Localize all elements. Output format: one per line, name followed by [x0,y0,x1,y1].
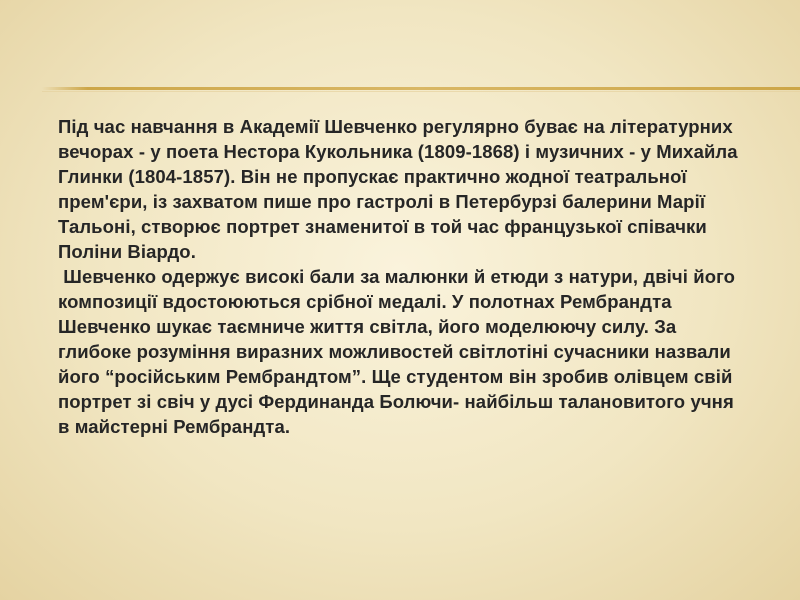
title-divider-shadow [42,91,800,92]
paragraph-2: Шевченко одержує високі бали за малюнки й етюди з натури, двічі його композиції вдостоюються срібної медалі. У полотнах Рембрандта Шевченко шукає таємниче життя світла, його моделюючу силу. За глибоке розуміння виразних можливостей світлотіні сучасники назвали його “російським Рембрандтом”. Ще студентом він зробив олівцем свій портрет зі свіч у дусі Фердинанда Болючи- найбільш талановитого учня в майстерні Рембрандта. [58,266,741,437]
title-divider-line [42,87,800,90]
paragraph-1: Під час навчання в Академії Шевченко регулярно буває на літературних вечорах - у поета Нестора Кукольника (1809-1868) і музичних - у Михайла Глинки (1804-1857). Він не пропускає практично жодної театральної прем'єри, із захватом пише про гастролі в Петербурзі балерини Марії Тальоні, створює портрет знаменитої в той час французької співачки Поліни Віардо. [58,116,743,262]
slide-body-text [58,114,748,439]
